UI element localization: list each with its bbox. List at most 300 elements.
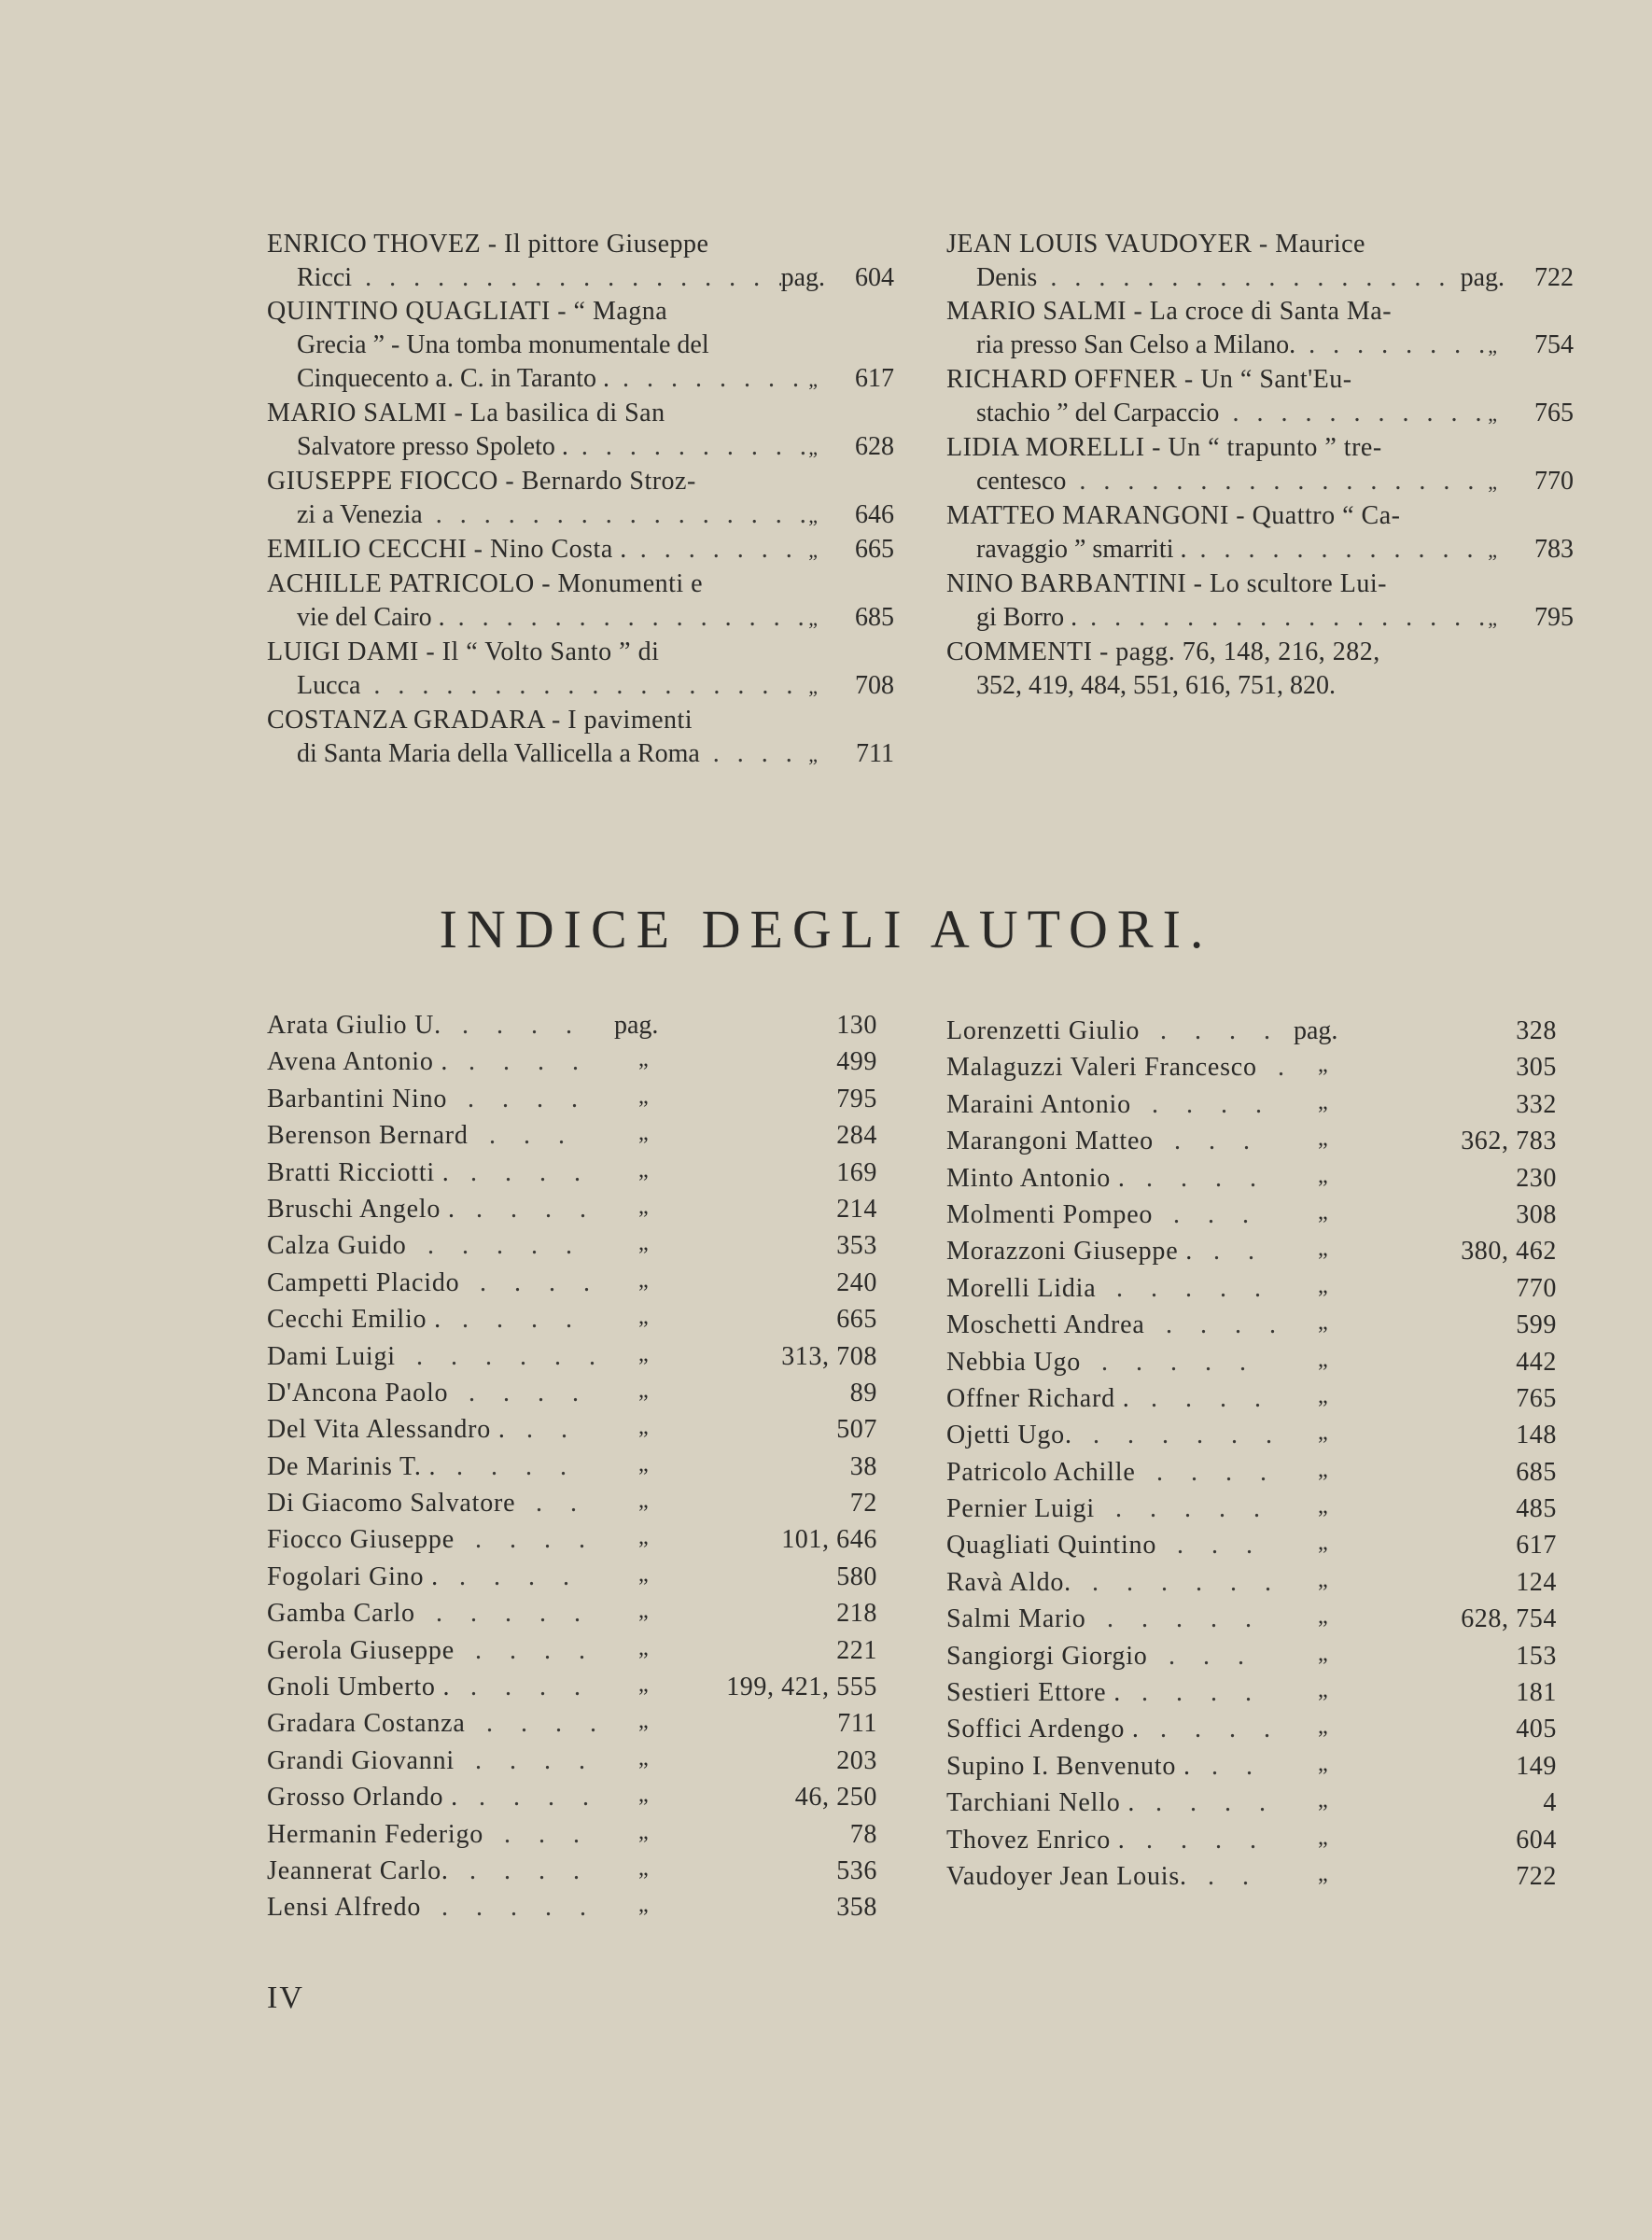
dot-leader: . (1278, 1053, 1312, 1083)
author-index-row (267, 1231, 894, 1267)
page-marker: „ (1318, 1567, 1328, 1592)
author-index-row (946, 1826, 1574, 1862)
author-name: Barbantini Nino (267, 1084, 448, 1113)
contents-page-number: 617 (855, 364, 894, 393)
author-page-numbers: 305 (1516, 1053, 1557, 1083)
contents-entry-line (946, 363, 1574, 397)
contents-entry (267, 704, 894, 772)
author-page-numbers: 214 (836, 1194, 877, 1224)
contents-page-number: 708 (855, 671, 894, 700)
author-page-numbers: 218 (836, 1599, 877, 1629)
author-page-numbers: 380, 462 (1461, 1237, 1557, 1267)
dot-leader (627, 533, 808, 567)
author-index-column-right (946, 1016, 1574, 1898)
author-index-row (267, 1636, 894, 1673)
author-name: Fogolari Gino . (267, 1561, 439, 1591)
page-marker: „ (808, 607, 818, 630)
contents-entry-text: EMILIO CECCHI - Nino Costa . (267, 535, 627, 564)
author-page-numbers: 313, 708 (781, 1341, 877, 1371)
author-page-numbers: 580 (836, 1561, 877, 1591)
page-marker: „ (1318, 1751, 1328, 1776)
page-marker: „ (638, 1635, 649, 1660)
author-name: Calza Guido (267, 1231, 407, 1261)
page-marker: „ (638, 1819, 649, 1844)
author-page-numbers: 230 (1516, 1163, 1557, 1193)
author-name: Thovez Enrico . (946, 1825, 1126, 1855)
author-index-row (946, 1604, 1574, 1641)
author-name: Lensi Alfredo (267, 1893, 422, 1923)
author-page-numbers: 124 (1516, 1567, 1557, 1597)
dot-leader: ... (1169, 1641, 1272, 1671)
contents-entry (267, 636, 894, 704)
author-page-numbers: 665 (836, 1305, 877, 1335)
page-marker: „ (1318, 1788, 1328, 1813)
page-marker: „ (638, 1451, 649, 1477)
author-page-numbers: 536 (836, 1855, 877, 1885)
dot-leader: .... (459, 1561, 597, 1591)
contents-entry-text: di Santa Maria della Vallicella a Roma (297, 739, 700, 768)
contents-entry-text: centesco (976, 467, 1067, 496)
page-marker: „ (1318, 1861, 1328, 1886)
author-page-numbers: 599 (1516, 1310, 1557, 1340)
author-page-numbers: 358 (836, 1893, 877, 1923)
author-index-row (267, 1489, 894, 1525)
author-index-row (267, 1268, 894, 1305)
author-index-row (267, 1452, 894, 1489)
author-page-numbers: 148 (1516, 1421, 1557, 1450)
dot-leader: .. (536, 1489, 605, 1519)
contents-page-number: 795 (1534, 603, 1574, 632)
author-index-row (946, 1494, 1574, 1531)
contents-entry-text: MATTEO MARANGONI - Quattro “ Ca- (946, 501, 1401, 530)
contents-entry-text: Salvatore presso Spoleto . (297, 432, 568, 461)
page-marker: „ (1318, 1531, 1328, 1556)
author-name: Nebbia Ugo (946, 1347, 1082, 1377)
author-index-row (946, 1715, 1574, 1751)
contents-page-number: 754 (1534, 330, 1574, 359)
page-marker: „ (638, 1121, 649, 1146)
author-name: D'Ancona Paolo (267, 1378, 449, 1407)
author-index-row (946, 1678, 1574, 1715)
page-marker: „ (638, 1084, 649, 1109)
page-marker: pag. (1294, 1016, 1338, 1045)
dot-leader (1037, 261, 1460, 295)
contents-entry-line (946, 431, 1574, 465)
contents-entry-line (946, 261, 1574, 295)
page-marker: „ (808, 743, 818, 766)
author-name: Patricolo Achille (946, 1457, 1136, 1487)
dot-leader: .. (1213, 1237, 1282, 1267)
author-index-heading: INDICE DEGLI AUTORI. (439, 899, 1213, 959)
page-marker: „ (1318, 1825, 1328, 1850)
author-name: Del Vita Alessandro . (267, 1415, 506, 1445)
dot-leader: ... (1174, 1127, 1278, 1156)
author-page-numbers: 284 (836, 1121, 877, 1151)
author-name: Gradara Costanza (267, 1709, 466, 1739)
author-index-row (946, 1237, 1574, 1273)
author-page-numbers: 149 (1516, 1751, 1557, 1781)
contents-page-number: 722 (1534, 263, 1574, 292)
author-index-row (267, 1562, 894, 1599)
author-name: Malaguzzi Valeri Francesco (946, 1053, 1257, 1083)
dot-leader: .... (1160, 1016, 1298, 1045)
dot-leader (1066, 465, 1488, 498)
contents-entry-line (946, 499, 1574, 533)
dot-leader: ... (1173, 1199, 1277, 1229)
contents-entry (267, 295, 894, 397)
author-name: Sangiorgi Giorgio (946, 1641, 1148, 1671)
contents-entry (267, 397, 894, 465)
dot-leader: .. (1208, 1861, 1277, 1891)
author-index-row (267, 1820, 894, 1856)
dot-leader: .... (1146, 1825, 1284, 1855)
author-page-numbers: 169 (836, 1157, 877, 1187)
author-name: Soffici Ardengo . (946, 1715, 1140, 1744)
contents-entry-text: ria presso San Celso a Milano. (976, 330, 1296, 359)
author-name: Morelli Lidia (946, 1273, 1097, 1303)
dot-leader: ... (1177, 1531, 1281, 1561)
contents-page-number: 646 (855, 500, 894, 529)
dot-leader: ...... (1093, 1421, 1300, 1450)
dot-leader: .... (475, 1745, 613, 1775)
page-marker: „ (1318, 1383, 1328, 1408)
author-name: De Marinis T. . (267, 1451, 437, 1481)
author-index-row (946, 1274, 1574, 1310)
page-marker: „ (1318, 1421, 1328, 1446)
page-marker: „ (1318, 1494, 1328, 1519)
dot-leader: .... (470, 1157, 609, 1187)
dot-leader: .... (462, 1011, 600, 1040)
dot-leader: .. (526, 1415, 595, 1445)
contents-entry-line (946, 295, 1574, 329)
contents-entry-line (267, 737, 894, 772)
contents-entry-line (946, 669, 1574, 703)
dot-leader (1295, 329, 1488, 362)
page-marker: „ (638, 1378, 649, 1403)
author-page-numbers: 604 (1516, 1825, 1557, 1855)
author-index-row (946, 1568, 1574, 1604)
contents-entry-text: JEAN LOUIS VAUDOYER - Maurice (946, 230, 1365, 259)
author-page-numbers: 711 (837, 1709, 877, 1739)
contents-entry (946, 363, 1574, 431)
page-marker: „ (638, 1709, 649, 1734)
contents-entry (946, 295, 1574, 363)
page-marker: „ (808, 539, 818, 562)
contents-column-right (946, 228, 1574, 703)
dot-leader: .... (469, 1047, 607, 1077)
dot-leader: .... (480, 1267, 618, 1297)
dot-leader (423, 498, 808, 532)
page-marker: „ (1318, 1347, 1328, 1372)
author-index-row (946, 1200, 1574, 1237)
author-name: Supino I. Benvenuto . (946, 1751, 1191, 1781)
author-name: Jeannerat Carlo. (267, 1855, 449, 1885)
author-index-column-left (267, 1011, 894, 1930)
author-page-numbers: 362, 783 (1461, 1127, 1557, 1156)
contents-entry-text: Lucca (297, 671, 361, 700)
page-marker: „ (1488, 402, 1497, 426)
contents-entry (946, 499, 1574, 567)
author-page-numbers: 328 (1516, 1016, 1557, 1045)
contents-entry-text: vie del Cairo . (297, 603, 445, 632)
author-page-numbers: 78 (849, 1819, 877, 1849)
dot-leader: ..... (427, 1231, 600, 1261)
page-marker: „ (1488, 539, 1497, 562)
dot-leader (360, 669, 808, 703)
author-name: Cecchi Emilio . (267, 1305, 441, 1335)
page-marker: „ (638, 1745, 649, 1771)
dot-leader: ... (504, 1819, 608, 1849)
contents-page-number: 604 (855, 263, 894, 292)
contents-entry-text: GIUSEPPE FIOCCO - Bernardo Stroz- (267, 467, 696, 496)
contents-entry-text: ravaggio ” smarriti . (976, 535, 1187, 564)
author-index-row (267, 1011, 894, 1047)
contents-entry-line (946, 636, 1574, 669)
dot-leader (1186, 533, 1488, 567)
page-marker: „ (638, 1599, 649, 1624)
author-index-row (267, 1047, 894, 1084)
author-index-row (267, 1195, 894, 1231)
author-name: Gamba Carlo (267, 1599, 415, 1629)
contents-entry (267, 533, 894, 567)
contents-entry-line (946, 533, 1574, 567)
author-page-numbers: 4 (1543, 1788, 1557, 1818)
contents-entry-line (267, 533, 894, 567)
contents-entry-text: LIDIA MORELLI - Un “ trapunto ” tre- (946, 433, 1382, 462)
dot-leader (700, 737, 808, 771)
author-page-numbers: 770 (1516, 1273, 1557, 1303)
page-marker: „ (638, 1525, 649, 1550)
page-marker: „ (1318, 1310, 1328, 1336)
page-marker: „ (638, 1561, 649, 1587)
contents-entry-line (267, 465, 894, 498)
author-page-numbers: 199, 421, 555 (726, 1673, 877, 1702)
dot-leader: ..... (436, 1599, 609, 1629)
author-page-numbers: 499 (836, 1047, 877, 1077)
author-index-row (267, 1709, 894, 1745)
dot-leader (1077, 601, 1488, 635)
dot-leader: .... (1160, 1715, 1298, 1744)
author-index-row (267, 1673, 894, 1709)
page-marker: „ (1318, 1237, 1328, 1262)
author-page-numbers: 101, 646 (781, 1525, 877, 1555)
dot-leader: .... (1141, 1678, 1280, 1708)
author-page-numbers: 130 (836, 1011, 877, 1040)
author-name: Morazzoni Giuseppe . (946, 1237, 1194, 1267)
author-index-row (267, 1746, 894, 1783)
contents-entry-line (267, 498, 894, 533)
dot-leader: .... (1151, 1383, 1289, 1413)
contents-entry-text: RICHARD OFFNER - Un “ Sant'Eu- (946, 365, 1352, 394)
dot-leader: ..... (441, 1893, 614, 1923)
contents-entry-text: stachio ” del Carpaccio (976, 399, 1220, 427)
contents-page-number: 628 (855, 432, 894, 461)
author-index-row (946, 1642, 1574, 1678)
dot-leader: ..... (1116, 1273, 1289, 1303)
contents-page-number: 783 (1534, 535, 1574, 564)
author-page-numbers: 442 (1516, 1347, 1557, 1377)
author-name: Vaudoyer Jean Louis. (946, 1861, 1187, 1891)
contents-entry (946, 228, 1574, 295)
author-name: Pernier Luigi (946, 1494, 1095, 1524)
page-marker: „ (638, 1673, 649, 1698)
page-marker: „ (638, 1489, 649, 1514)
contents-entry-text: ENRICO THOVEZ - Il pittore Giuseppe (267, 230, 709, 259)
contents-entry-line (946, 567, 1574, 601)
contents-entry-line (267, 397, 894, 430)
author-page-numbers: 46, 250 (794, 1783, 877, 1813)
dot-leader: .... (456, 1451, 595, 1481)
author-name: Ravà Aldo. (946, 1567, 1071, 1597)
author-page-numbers: 181 (1516, 1678, 1557, 1708)
contents-entry (267, 465, 894, 533)
author-index-row (267, 1893, 894, 1929)
page-marker: „ (638, 1855, 649, 1881)
contents-entry-text: gi Borro . (976, 603, 1078, 632)
dot-leader: .... (1152, 1089, 1290, 1119)
author-page-numbers: 203 (836, 1745, 877, 1775)
author-index-row (946, 1862, 1574, 1898)
author-index-row (946, 1531, 1574, 1567)
author-name: Ojetti Ugo. (946, 1421, 1072, 1450)
author-name: Sestieri Ettore . (946, 1678, 1122, 1708)
author-index-row (267, 1415, 894, 1451)
author-index-row (267, 1085, 894, 1121)
dot-leader (352, 261, 780, 295)
dot-leader: .... (469, 1378, 607, 1407)
contents-entry-line (267, 430, 894, 465)
author-name: Tarchiani Nello . (946, 1788, 1136, 1818)
contents-entry-line (946, 228, 1574, 261)
author-name: Offner Richard . (946, 1383, 1130, 1413)
page-marker: „ (1488, 334, 1497, 357)
contents-entry-text: COMMENTI - pagg. 76, 148, 216, 282, (946, 637, 1380, 666)
dot-leader: .... (475, 1635, 613, 1665)
author-index-row (267, 1856, 894, 1893)
contents-entry-text: LUIGI DAMI - Il “ Volto Santo ” di (267, 637, 660, 666)
page-marker: „ (638, 1047, 649, 1072)
author-index-row (946, 1090, 1574, 1127)
contents-page-number: 685 (855, 603, 894, 632)
author-index-row (946, 1458, 1574, 1494)
contents-entry-text: MARIO SALMI - La croce di Santa Ma- (946, 297, 1393, 326)
author-page-numbers: 617 (1516, 1531, 1557, 1561)
dot-leader: ..... (1101, 1347, 1274, 1377)
author-name: Gnoli Umberto . (267, 1673, 451, 1702)
dot-leader: .... (475, 1525, 613, 1555)
author-name: Grosso Orlando . (267, 1783, 458, 1813)
author-name: Avena Antonio . (267, 1047, 449, 1077)
contents-entry-text: Ricci (297, 263, 353, 292)
page-marker: „ (808, 504, 818, 527)
dot-leader: .... (1166, 1310, 1304, 1340)
contents-entry-line (267, 362, 894, 397)
page-marker: „ (808, 436, 818, 459)
contents-entry-line (946, 397, 1574, 431)
author-index-row (946, 1348, 1574, 1384)
page-marker: „ (1318, 1641, 1328, 1666)
contents-entry-line (267, 295, 894, 329)
author-name: Dami Luigi (267, 1341, 396, 1371)
page-marker: „ (1318, 1089, 1328, 1114)
dot-leader: ..... (1107, 1604, 1280, 1634)
author-page-numbers: 795 (836, 1084, 877, 1113)
author-index-row (946, 1053, 1574, 1089)
dot-leader: .... (468, 1084, 606, 1113)
author-index-row (267, 1342, 894, 1379)
page-marker: „ (638, 1305, 649, 1330)
contents-entry-text: Grecia ” - Una tomba monumentale del (297, 330, 709, 359)
author-index-row (946, 1752, 1574, 1788)
contents-entry-line (267, 636, 894, 669)
page-marker: „ (638, 1231, 649, 1256)
page-marker: pag. (1460, 263, 1505, 292)
dot-leader: .... (469, 1855, 608, 1885)
author-name: Minto Antonio . (946, 1163, 1126, 1193)
author-page-numbers: 221 (836, 1635, 877, 1665)
author-index-row (946, 1164, 1574, 1200)
dot-leader: .... (479, 1783, 617, 1813)
page-marker: „ (1318, 1163, 1328, 1188)
contents-entry-line (267, 704, 894, 737)
page-marker: „ (1488, 470, 1497, 494)
author-index-row (946, 1127, 1574, 1163)
dot-leader: ..... (1115, 1494, 1288, 1524)
author-index-row (267, 1158, 894, 1195)
page-marker: „ (638, 1341, 649, 1366)
contents-entry-line (267, 228, 894, 261)
author-name: Marangoni Matteo (946, 1127, 1154, 1156)
contents-entry-line (946, 329, 1574, 363)
author-page-numbers: 405 (1516, 1715, 1557, 1744)
contents-entry-line (946, 601, 1574, 636)
contents-entry-line (267, 329, 894, 362)
page-marker: „ (638, 1157, 649, 1183)
page-marker: „ (1318, 1715, 1328, 1740)
page-marker: „ (1318, 1678, 1328, 1703)
dot-leader (1219, 397, 1488, 430)
author-index-row (946, 1788, 1574, 1825)
dot-leader: .... (1155, 1788, 1294, 1818)
author-index-row (267, 1379, 894, 1415)
author-index-row (267, 1599, 894, 1635)
dot-leader: .. (1211, 1751, 1281, 1781)
dot-leader (445, 601, 809, 635)
author-page-numbers: 353 (836, 1231, 877, 1261)
dot-leader: ...... (416, 1341, 623, 1371)
dot-leader: .... (486, 1709, 624, 1739)
page-marker: „ (1318, 1604, 1328, 1630)
contents-entry-line (267, 567, 894, 601)
author-page-numbers: 332 (1516, 1089, 1557, 1119)
contents-entry-text: MARIO SALMI - La basilica di San (267, 399, 665, 427)
contents-column-left (267, 228, 894, 772)
page-marker: „ (808, 675, 818, 698)
author-index-row (946, 1310, 1574, 1347)
author-index-row (267, 1305, 894, 1341)
author-index-row (267, 1525, 894, 1561)
contents-entry-text: COSTANZA GRADARA - I pavimenti (267, 706, 693, 735)
author-page-numbers: 38 (849, 1451, 877, 1481)
author-index-row (946, 1384, 1574, 1421)
author-index-row (267, 1121, 894, 1157)
author-name: Grandi Giovanni (267, 1745, 455, 1775)
dot-leader: .... (470, 1673, 609, 1702)
dot-leader: ...... (1092, 1567, 1299, 1597)
page-marker: „ (1318, 1127, 1328, 1152)
author-index-row (267, 1783, 894, 1819)
contents-entry-line (267, 601, 894, 636)
